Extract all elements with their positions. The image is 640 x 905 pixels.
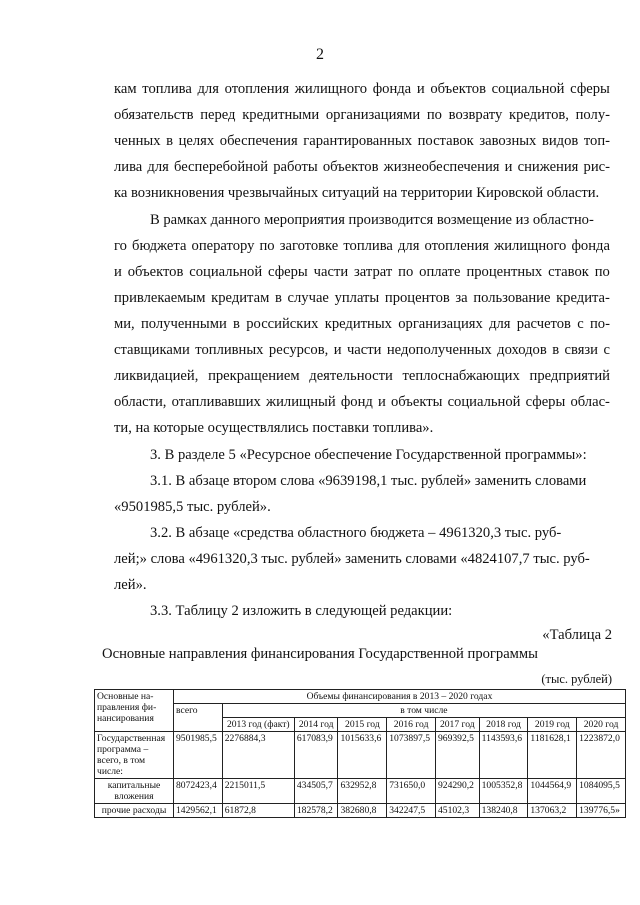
text-line: лива для бесперебойной работы объектов жизнеобеспечения и снижения рис- — [114, 159, 610, 175]
text-line: и объектов социальной сферы части затрат по оплате процентных ставок по — [114, 264, 610, 280]
text-line: ставщиками топливных ресурсов, и части недополученных доходов в связи с — [114, 342, 610, 358]
row-label: Государственная программа – всего, в том числе: — [95, 732, 174, 779]
cell: 1181628,1 — [528, 732, 577, 779]
text-line: В рамках данного мероприятия производится возмещение из областно- — [150, 212, 594, 228]
cell: 182578,2 — [294, 804, 338, 818]
cell: 45102,3 — [435, 804, 479, 818]
text-line: привлекаемым кредитам в случае уплаты процентов за пользование кредита- — [114, 290, 610, 306]
table-units: (тыс. рублей) — [541, 672, 612, 686]
table-row — [95, 732, 626, 779]
cell: 1429562,1 — [174, 804, 223, 818]
text-line: ми, полученными в российских кредитных организациях для расчетов с по- — [114, 316, 610, 332]
header-year: 2015 год — [338, 718, 387, 732]
text-line: ти, на которые осуществлялись поставки топлива». — [114, 420, 434, 436]
cell: 342247,5 — [387, 804, 436, 818]
header-including: в том числе — [222, 704, 625, 718]
text-line: кам топлива для отопления жилищного фонда и объектов социальной сферы — [114, 81, 610, 97]
cell: 1084095,5 — [577, 779, 626, 804]
row-label: капитальные вложения — [95, 779, 174, 804]
header-year: 2017 год — [435, 718, 479, 732]
header-year: 2020 год — [577, 718, 626, 732]
text-line: обязательств перед кредитными организациями по возврату кредитов, полу- — [114, 107, 610, 123]
cell: 139776,5» — [577, 804, 626, 818]
cell: 1223872,0 — [577, 732, 626, 779]
cell: 1015633,6 — [338, 732, 387, 779]
cell: 1005352,8 — [479, 779, 528, 804]
cell: 632952,8 — [338, 779, 387, 804]
item-3-2-end: лей». — [114, 577, 147, 593]
text-line: ченных в целях обеспечения гарантированных поставок завозных видов топ- — [114, 133, 610, 149]
cell: 969392,5 — [435, 732, 479, 779]
item-3: 3. В разделе 5 «Ресурсное обеспечение Государственной программы»: — [150, 447, 587, 463]
item-3-1-cont: «9501985,5 тыс. рублей». — [114, 499, 271, 515]
financing-table — [94, 689, 626, 818]
text-line: ликвидацией, прекращением деятельности теплоснабжающих предприятий — [114, 368, 610, 384]
text-line: области, отапливавших жилищный фонд и объекты социальной сферы облас- — [114, 394, 610, 410]
item-3-3: 3.3. Таблицу 2 изложить в следующей редакции: — [150, 603, 453, 619]
item-3-2: 3.2. В абзаце «средства областного бюджета – 4961320,3 тыс. руб- — [150, 525, 562, 541]
cell: 924290,2 — [435, 779, 479, 804]
header-year: 2014 год — [294, 718, 338, 732]
cell: 731650,0 — [387, 779, 436, 804]
text-line: го бюджета оператору по заготовке топлива для отопления жилищного фонда — [114, 238, 610, 254]
header-year: 2016 год — [387, 718, 436, 732]
cell: 434505,7 — [294, 779, 338, 804]
header-year: 2019 год — [528, 718, 577, 732]
cell: 137063,2 — [528, 804, 577, 818]
table-row — [95, 804, 626, 818]
cell: 2276884,3 — [222, 732, 294, 779]
cell: 2215011,5 — [222, 779, 294, 804]
cell: 138240,8 — [479, 804, 528, 818]
page-number: 2 — [316, 46, 324, 63]
item-3-2-cont: лей;» слова «4961320,3 тыс. рублей» заменить словами «4824107,7 тыс. руб- — [114, 551, 590, 567]
header-total: всего — [174, 704, 223, 732]
header-volumes: Объемы финансирования в 2013 – 2020 годах — [174, 690, 626, 704]
cell: 382680,8 — [338, 804, 387, 818]
table-label: «Таблица 2 — [542, 627, 612, 643]
item-3-1: 3.1. В абзаце втором слова «9639198,1 тыс. рублей» заменить словами — [150, 473, 587, 489]
text-line: ка возникновения чрезвычайных ситуаций на территории Кировской области. — [114, 185, 600, 201]
header-year: 2013 год (факт) — [222, 718, 294, 732]
header-directions: Основные на-правления фи-нансирования — [95, 690, 174, 732]
row-label: прочие расходы — [95, 804, 174, 818]
cell: 61872,8 — [222, 804, 294, 818]
cell: 8072423,4 — [174, 779, 223, 804]
cell: 1044564,9 — [528, 779, 577, 804]
cell: 1073897,5 — [387, 732, 436, 779]
cell: 9501985,5 — [174, 732, 223, 779]
header-year: 2018 год — [479, 718, 528, 732]
table-row — [95, 779, 626, 804]
table-caption: Основные направления финансирования Государственной программы — [102, 646, 538, 662]
cell: 1143593,6 — [479, 732, 528, 779]
cell: 617083,9 — [294, 732, 338, 779]
